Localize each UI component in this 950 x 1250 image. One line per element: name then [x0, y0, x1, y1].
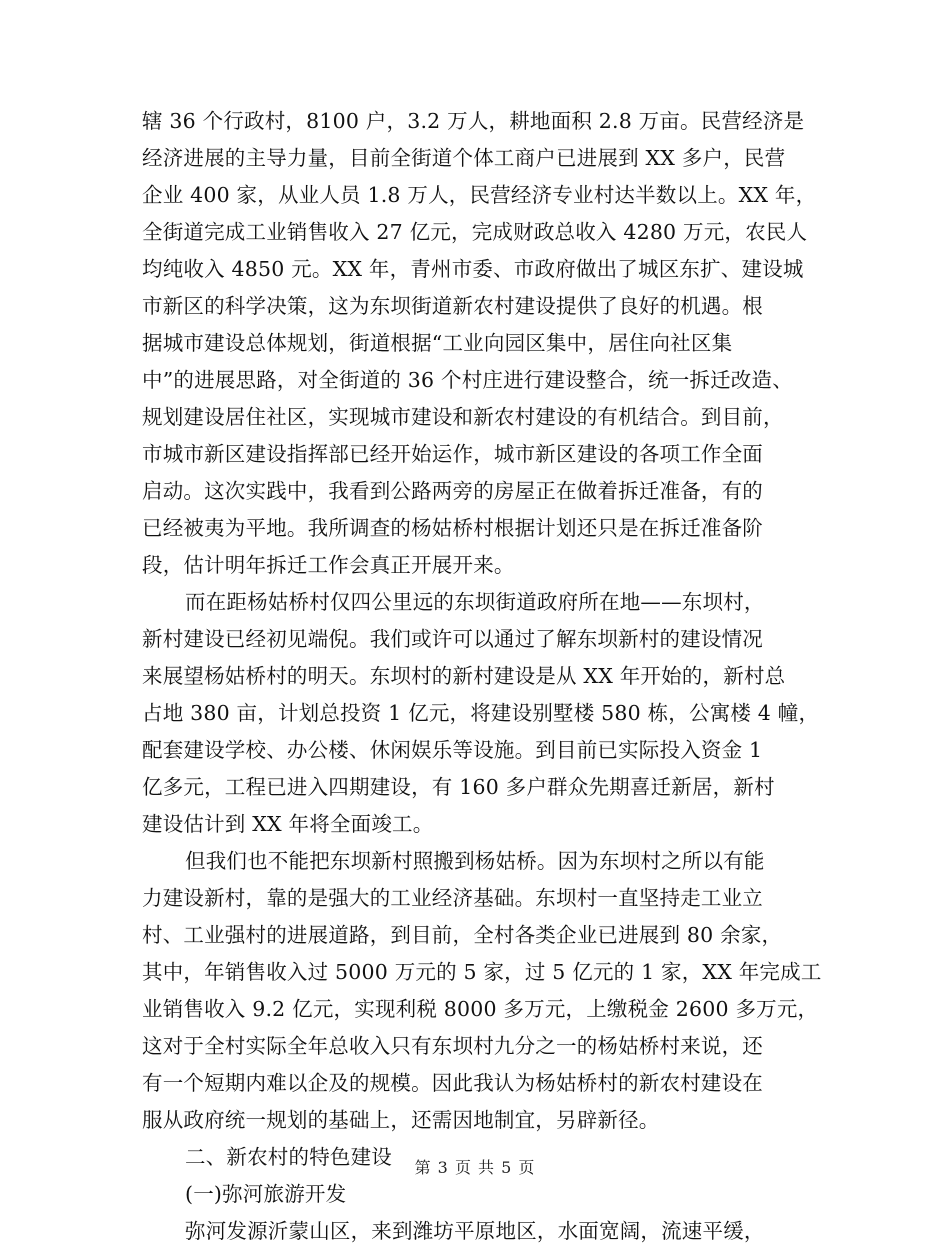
text-line: 来展望杨姑桥村的明天。东坝村的新村建设是从 XX 年开始的，新村总 — [142, 664, 786, 688]
text-line: 经济进展的主导力量，目前全街道个体工商户已进展到 XX 多户，民营 — [142, 146, 786, 170]
text-line: 有一个短期内难以企及的规模。因此我认为杨姑桥村的新农村建设在 — [142, 1071, 763, 1095]
text-line: 据城市建设总体规划，街道根据“工业向园区集中，居住向社区集 — [142, 331, 733, 355]
paragraph-first-line: 但我们也不能把东坝新村照搬到杨姑桥。因为东坝村之所以有能 — [185, 849, 765, 873]
text-line: 段，估计明年拆迁工作会真正开展开来。 — [142, 553, 515, 577]
text-line: 市新区的科学决策，这为东坝街道新农村建设提供了良好的机遇。根 — [142, 294, 763, 318]
section-heading: 二、新农村的特色建设 — [185, 1145, 392, 1169]
text-line: 辖 36 个行政村，8100 户，3.2 万人，耕地面积 2.8 万亩。民营经济是 — [142, 109, 805, 133]
text-line: 中”的进展思路，对全街道的 36 个村庄进行建设整合，统一拆迁改造、 — [142, 368, 793, 392]
subsection-heading: (一)弥河旅游开发 — [185, 1182, 347, 1206]
text-line: 力建设新村，靠的是强大的工业经济基础。东坝村一直坚持走工业立 — [142, 886, 763, 910]
text-line: 启动。这次实践中，我看到公路两旁的房屋正在做着拆迁准备，有的 — [142, 479, 763, 503]
text-line: 其中，年销售收入过 5000 万元的 5 家，过 5 亿元的 1 家，XX 年完成工 — [142, 960, 822, 984]
text-line: 市城市新区建设指挥部已经开始运作，城市新区建设的各项工作全面 — [142, 442, 763, 466]
text-line: 新村建设已经初见端倪。我们或许可以通过了解东坝新村的建设情况 — [142, 627, 763, 651]
text-line: 建设估计到 XX 年将全面竣工。 — [142, 812, 434, 836]
text-line: 亿多元，工程已进入四期建设，有 160 多户群众先期喜迁新居，新村 — [142, 775, 775, 799]
text-line: 均纯收入 4850 元。XX 年，青州市委、市政府做出了城区东扩、建设城 — [142, 257, 804, 281]
text-line: 占地 380 亩，计划总投资 1 亿元，将建设别墅楼 580 栋，公寓楼 4 幢， — [142, 701, 820, 725]
text-line: 企业 400 家，从业人员 1.8 万人，民营经济专业村达半数以上。XX 年， — [142, 183, 817, 207]
text-line: 这对于全村实际全年总收入只有东坝村九分之一的杨姑桥村来说，还 — [142, 1034, 763, 1058]
document-body — [142, 103, 822, 1250]
text-line: 服从政府统一规划的基础上，还需因地制宜，另辟新径。 — [142, 1108, 660, 1132]
text-line: 全街道完成工业销售收入 27 亿元，完成财政总收入 4280 万元，农民人 — [142, 220, 808, 244]
page-number-footer: 第 3 页 共 5 页 — [414, 1158, 536, 1177]
text-line: 规划建设居住社区，实现城市建设和新农村建设的有机结合。到目前， — [142, 405, 784, 429]
text-line: 村、工业强村的进展道路，到目前，全村各类企业已进展到 80 余家， — [142, 923, 783, 947]
text-line: 配套建设学校、办公楼、休闲娱乐等设施。到目前已实际投入资金 1 — [142, 738, 763, 762]
text-line: 已经被夷为平地。我所调查的杨姑桥村根据计划还只是在拆迁准备阶 — [142, 516, 763, 540]
text-line: 业销售收入 9.2 亿元，实现利税 8000 多万元，上缴税金 2600 多万元， — [142, 997, 819, 1021]
paragraph-first-line: 而在距杨姑桥村仅四公里远的东坝街道政府所在地——东坝村， — [185, 590, 765, 614]
paragraph-first-line: 弥河发源沂蒙山区，来到潍坊平原地区，水面宽阔，流速平缓， — [185, 1219, 765, 1243]
